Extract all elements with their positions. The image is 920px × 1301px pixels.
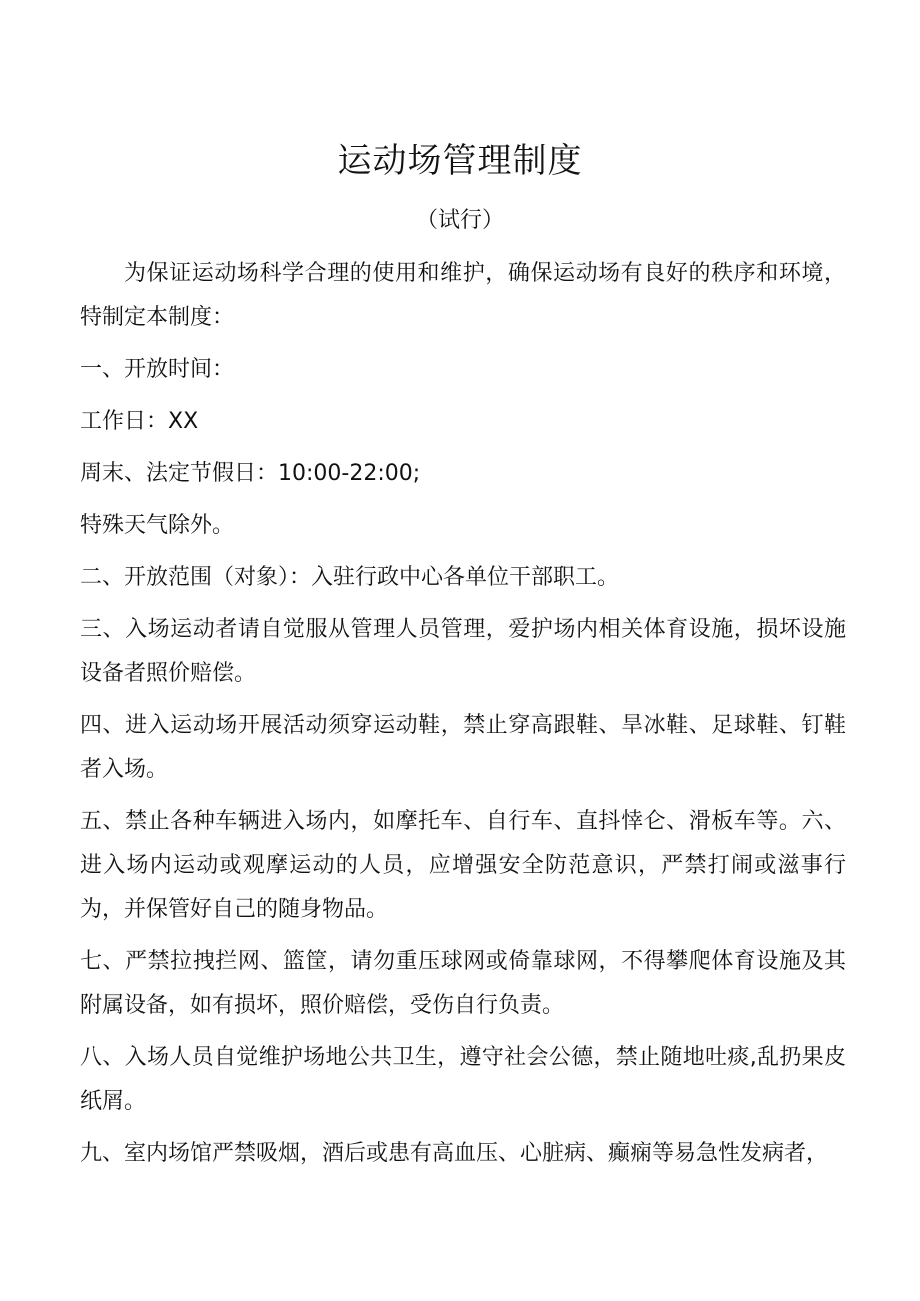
document-body bbox=[80, 252, 846, 1184]
intro-paragraph: 为保证运动场科学合理的使用和维护，确保运动场有良好的秩序和环境，特制定本制度： bbox=[80, 261, 846, 330]
paragraph-rule-5-6: 五、禁止各种车辆进入场内，如摩托车、自行车、直抖悻仑、滑板车等。六、进入场内运动或观摩运动的人员，应增强安全防范意识，严禁打闹或滋事行为，并保管好自己的随身物品。 bbox=[80, 809, 846, 922]
paragraph-rule-9: 九、室内场馆严禁吸烟，酒后或患有高血压、心脏病、癫痫等易急性发病者， bbox=[80, 1141, 829, 1166]
paragraph-open-scope: 二、开放范围（对象）：入驻行政中心各单位干部职工。 bbox=[80, 565, 620, 590]
paragraph-weekend-hours: 周末、法定节假日：10:00-22:00; bbox=[80, 461, 421, 486]
paragraph-workday-hours: 工作日：XX bbox=[80, 409, 199, 434]
paragraph-opening-hours-heading: 一、开放时间： bbox=[80, 357, 235, 382]
paragraph-weather-exception: 特殊天气除外。 bbox=[80, 513, 235, 538]
paragraph-rule-3: 三、入场运动者请自觉服从管理人员管理，爱护场内相关体育设施，损坏设施设备者照价赔偿。 bbox=[80, 617, 846, 686]
paragraph-rule-4: 四、进入运动场开展活动须穿运动鞋，禁止穿高跟鞋、旱冰鞋、足球鞋、钉鞋者入场。 bbox=[80, 713, 846, 782]
document-title: 运动场管理制度 bbox=[337, 141, 583, 181]
paragraph-rule-7: 七、严禁拉拽拦网、篮筐，请勿重压球网或倚靠球网，不得攀爬体育设施及其附属设备，如有损坏，照价赔偿，受伤自行负责。 bbox=[80, 949, 846, 1018]
paragraph-rule-8: 八、入场人员自觉维护场地公共卫生，遵守社会公德，禁止随地吐痰,乱扔果皮纸屑。 bbox=[80, 1045, 846, 1114]
document-subtitle: （试行） bbox=[415, 208, 504, 233]
